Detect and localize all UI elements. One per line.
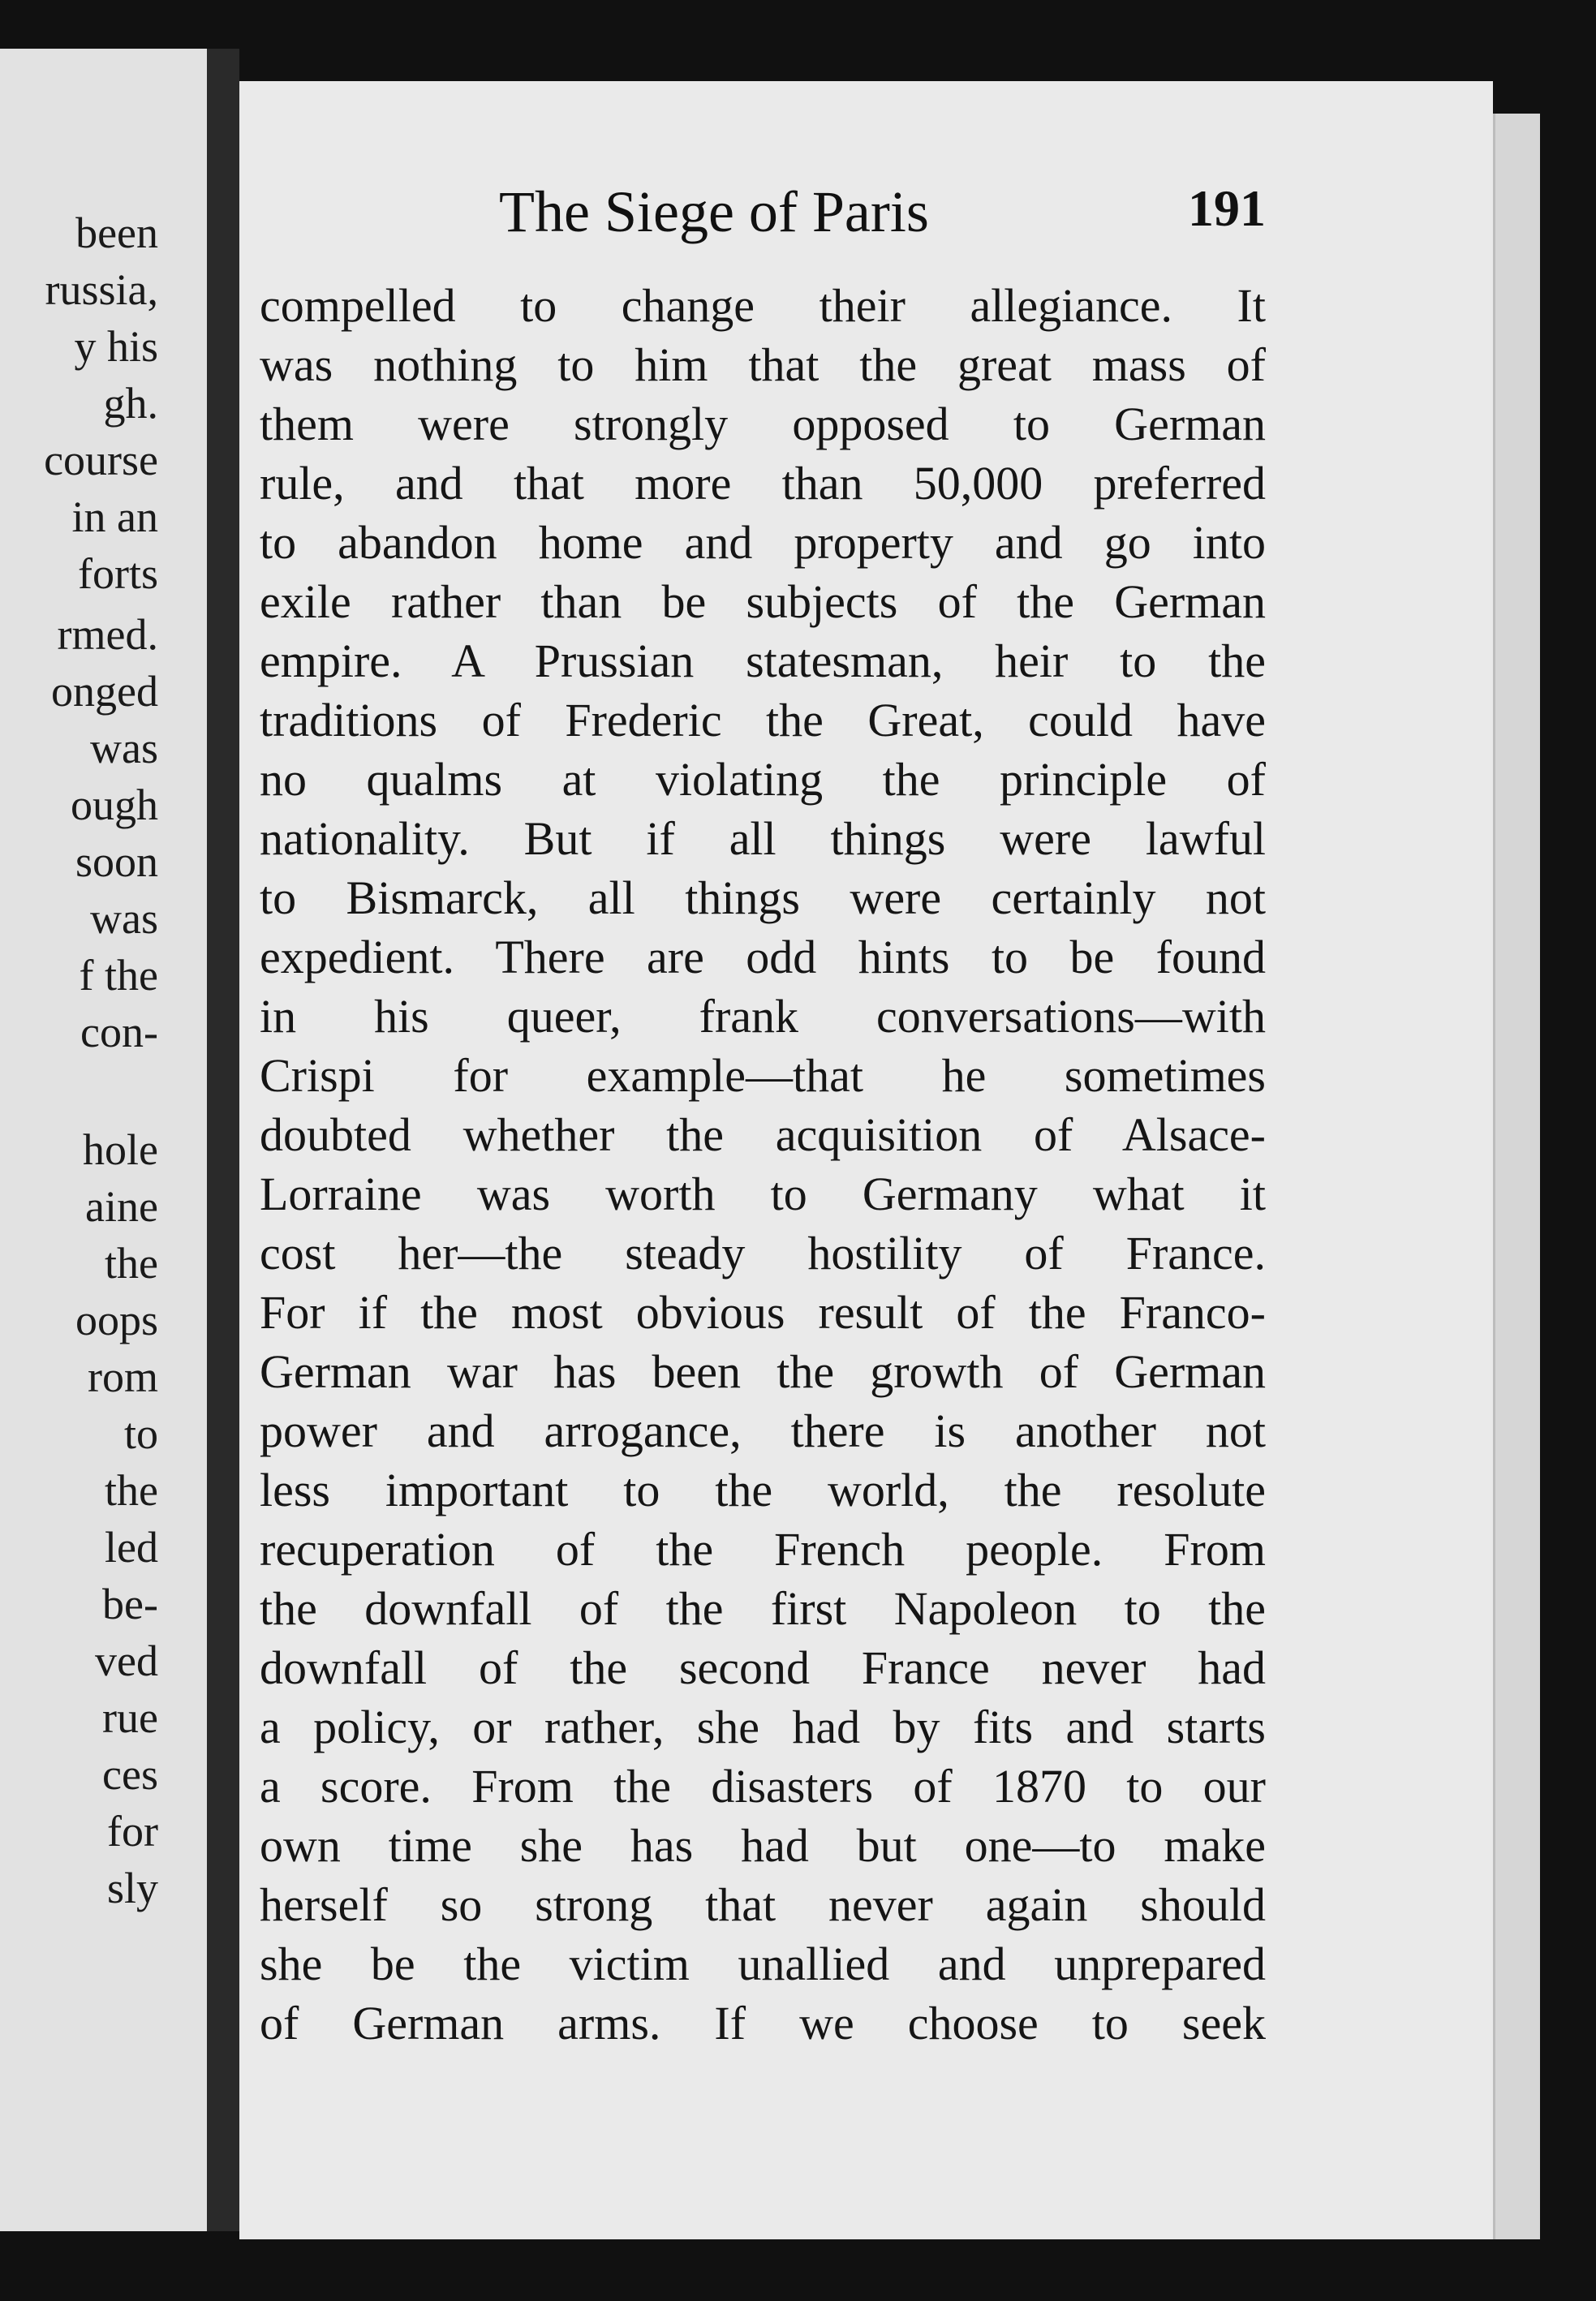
left-page-text-fragment: hole (83, 1125, 158, 1174)
left-page-text-fragment: be- (102, 1580, 158, 1628)
text-line: nationality. But if all things were lawful (260, 812, 1266, 865)
left-page-text-fragment: rmed. (57, 610, 158, 659)
running-title: The Siege of Paris (499, 179, 929, 244)
text-line: to Bismarck, all things were certainly not (260, 871, 1266, 924)
text-line: compelled to change their allegiance. It (260, 279, 1266, 332)
text-line: traditions of Frederic the Great, could have (260, 694, 1266, 746)
text-line: rule, and that more than 50,000 preferred (260, 457, 1266, 510)
left-page-text-fragment: ough (71, 781, 158, 829)
book-gutter (207, 49, 239, 2231)
text-line: cost her—the steady hostility of France. (260, 1227, 1266, 1280)
left-page-text-fragment: ved (95, 1637, 158, 1685)
body-text (260, 276, 1266, 2053)
left-page-text-fragment: to (123, 1409, 158, 1458)
left-page-text-fragment: been (75, 209, 158, 257)
text-line: she be the victim unallied and unprepared (260, 1938, 1266, 1990)
text-line: herself so strong that never again should (260, 1878, 1266, 1931)
left-page-text-fragment: oops (75, 1296, 158, 1344)
left-page-text-fragment: f the (79, 951, 158, 1000)
text-line: them were strongly opposed to German (260, 398, 1266, 450)
left-page-text-fragment: russia, (45, 265, 158, 314)
page-header (260, 178, 1266, 252)
text-line: to abandon home and property and go into (260, 516, 1266, 569)
left-page-text-fragment: gh. (103, 379, 158, 428)
text-line: no qualms at violating the principle of (260, 753, 1266, 806)
text-line: recuperation of the French people. From (260, 1523, 1266, 1576)
left-page-text-fragment: aine (85, 1182, 158, 1231)
left-page-text-fragment: con- (80, 1008, 158, 1056)
text-line: downfall of the second France never had (260, 1641, 1266, 1694)
text-line: expedient. There are odd hints to be found (260, 931, 1266, 983)
text-line: Lorraine was worth to Germany what it (260, 1168, 1266, 1220)
text-line: empire. A Prussian statesman, heir to the (260, 634, 1266, 687)
left-page-text-fragment: ces (102, 1750, 158, 1799)
text-line: a policy, or rather, she had by fits and starts (260, 1701, 1266, 1753)
text-line: less important to the world, the resolute (260, 1464, 1266, 1516)
left-page-text-fragment: for (107, 1807, 158, 1856)
left-page-text-fragment: sly (106, 1864, 158, 1912)
text-line: German war has been the growth of German (260, 1345, 1266, 1398)
page-edge (1493, 114, 1540, 2239)
left-page-text-fragment: rom (88, 1353, 158, 1401)
text-line: was nothing to him that the great mass of (260, 338, 1266, 391)
left-page-text-fragment: course (44, 436, 158, 484)
left-page-text-fragment: onged (51, 667, 158, 716)
left-page-text-fragment: the (105, 1466, 158, 1515)
left-page-text-fragment: the (105, 1239, 158, 1288)
text-line: own time she has had but one—to make (260, 1819, 1266, 1872)
left-page-text-fragment: was (90, 894, 158, 943)
text-line: doubted whether the acquisition of Alsace- (260, 1108, 1266, 1161)
left-page-fragment (0, 49, 207, 2231)
text-line: Crispi for example—that he sometimes (260, 1049, 1266, 1102)
page-number: 191 (1188, 179, 1266, 237)
text-line: of German arms. If we choose to seek (260, 1997, 1266, 2049)
left-page-text-fragment: in an (71, 492, 158, 541)
text-line: in his queer, frank conversations—with (260, 990, 1266, 1043)
text-line: exile rather than be subjects of the German (260, 575, 1266, 628)
left-page-text-fragment: rue (102, 1693, 158, 1742)
text-line: power and arrogance, there is another not (260, 1404, 1266, 1457)
text-line: a score. From the disasters of 1870 to our (260, 1760, 1266, 1813)
left-page-text-fragment: forts (78, 549, 158, 598)
text-line: the downfall of the first Napoleon to the (260, 1582, 1266, 1635)
left-page-text-fragment: led (105, 1523, 158, 1572)
left-page-text-fragment: soon (75, 837, 158, 886)
left-page-text-fragment: y his (74, 322, 158, 371)
left-page-text-fragment: was (90, 724, 158, 772)
text-line: For if the most obvious result of the Franco- (260, 1286, 1266, 1339)
